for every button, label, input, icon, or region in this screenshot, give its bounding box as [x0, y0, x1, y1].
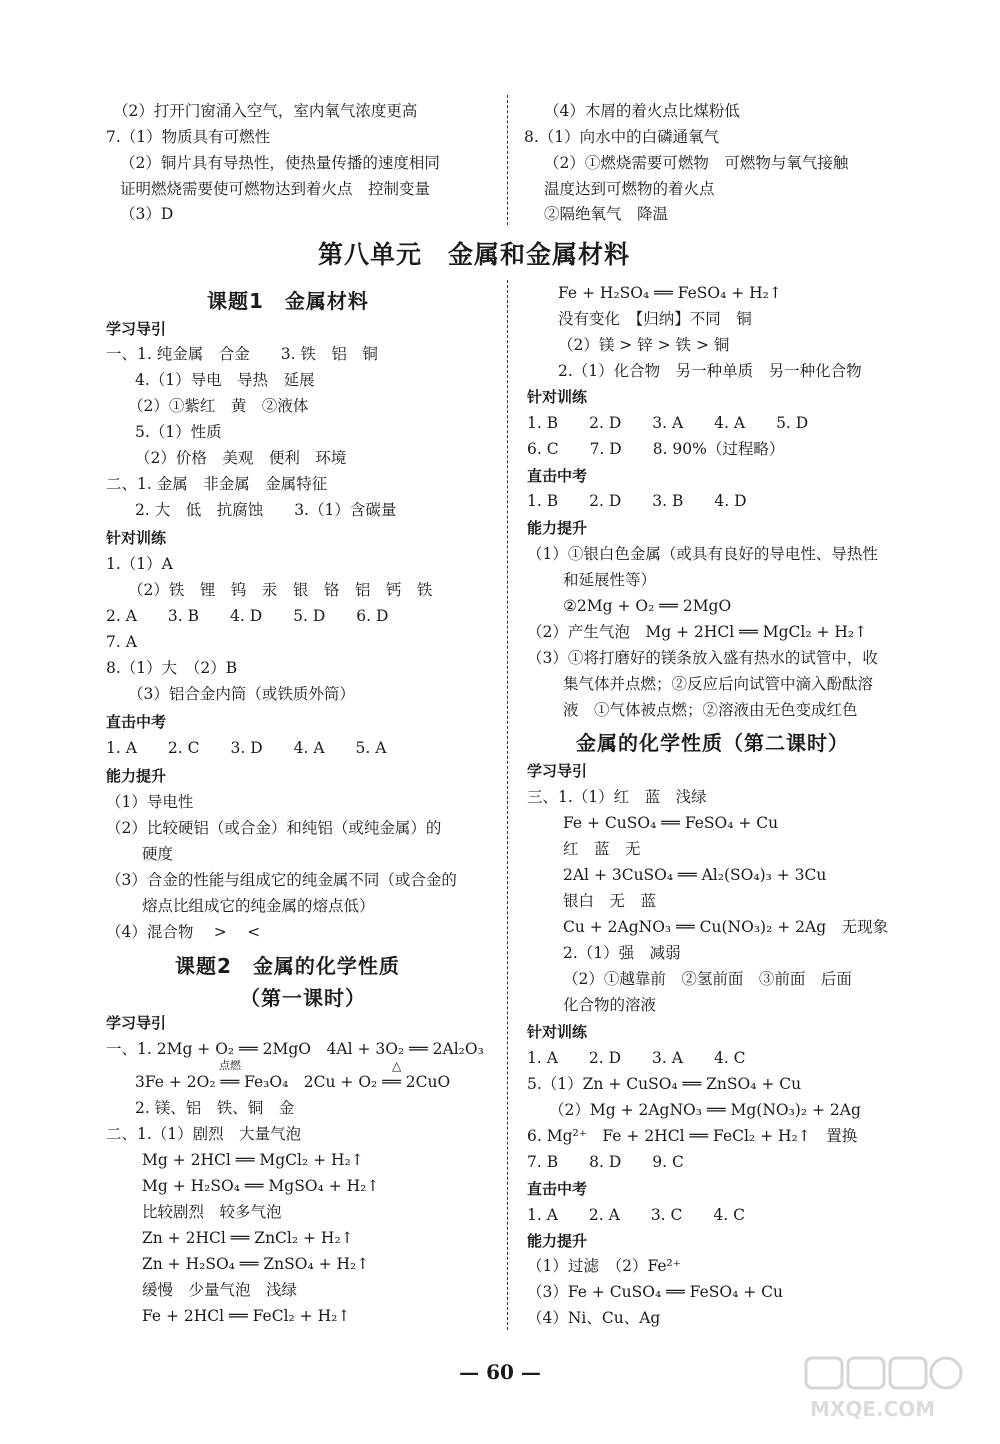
text-line: 液 ①气体被点燃；②溶液由无色变成红色	[563, 701, 858, 719]
text-line: 2. 镁、铝 铁、铜 金	[135, 1099, 295, 1117]
text-line: 1. A 2. A 3. C 4. C	[527, 1206, 745, 1224]
text-line: 硬度	[142, 845, 174, 863]
section-heading: 学习导引	[106, 320, 167, 338]
reaction-condition: △	[392, 1059, 402, 1073]
text-line: Fe + H₂SO₄ ══ FeSO₄ + H₂↑	[558, 284, 782, 302]
text-line: 2. A 3. B 4. D 5. D 6. D	[106, 607, 389, 625]
lesson-title: 课题2 金属的化学性质	[175, 954, 400, 978]
section-heading: 针对训练	[106, 529, 167, 547]
text-line: Zn + H₂SO₄ ══ ZnSO₄ + H₂↑	[142, 1255, 370, 1273]
text-line: Mg + H₂SO₄ ══ MgSO₄ + H₂↑	[142, 1177, 380, 1195]
lesson-title: 金属的化学性质（第二课时）	[576, 731, 849, 755]
text-line: 2. 大 低 抗腐蚀 3.（1）含碳量	[135, 501, 397, 519]
text-line: （3）铝合金内筒（或铁质外筒）	[128, 685, 355, 703]
text-line: Fe + CuSO₄ ══ FeSO₄ + Cu	[563, 814, 779, 832]
text-line: 1. B 2. D 3. A 4. A 5. D	[527, 414, 809, 432]
text-line: 7. B 8. D 9. C	[527, 1153, 684, 1171]
text-line: （2）打开门窗涌入空气，室内氧气浓度更高	[113, 102, 418, 120]
text-line: （3）Fe + CuSO₄ ══ FeSO₄ + Cu	[527, 1283, 783, 1301]
text-line: （1）导电性	[106, 793, 194, 811]
lesson-subtitle: （第一课时）	[240, 986, 366, 1010]
text-line: （2）比较硬铝（或合金）和纯铝（或纯金属）的	[106, 819, 442, 837]
text-line: 5.（1）Zn + CuSO₄ ══ ZnSO₄ + Cu	[527, 1075, 802, 1093]
text-line: ②2Mg + O₂ ══ 2MgO	[563, 597, 732, 615]
text-line: 证明燃烧需要使可燃物达到着火点 控制变量	[120, 180, 431, 198]
text-line: （2）Mg + 2AgNO₃ ══ Mg(NO₃)₂ + 2Ag	[549, 1101, 861, 1119]
text-line: 7. A	[106, 633, 137, 651]
text-line: 没有变化 【归纳】不同 铜	[558, 310, 752, 328]
text-line: 8.（1）向水中的白磷通氧气	[524, 128, 720, 146]
text-line: 一、1. 2Mg + O₂ ══ 2MgO 4Al + 3O₂ ══ 2Al₂O₃	[106, 1040, 484, 1058]
text-line: Zn + 2HCl ══ ZnCl₂ + H₂↑	[142, 1229, 354, 1247]
column-divider	[507, 280, 508, 1330]
section-heading: 学习导引	[106, 1014, 167, 1032]
text-line: 1. A 2. C 3. D 4. A 5. A	[106, 739, 387, 757]
text-line: 7.（1）物质具有可燃性	[106, 128, 271, 146]
text-line: （2）①越靠前 ②氢前面 ③前面 后面	[563, 970, 852, 988]
text-line: 4.（1）导电 导热 延展	[135, 371, 315, 389]
text-line: 温度达到可燃物的着火点	[544, 180, 715, 198]
text-line: （1）过滤 （2）Fe²⁺	[527, 1257, 681, 1275]
svg-text:MXQE.COM: MXQE.COM	[810, 1397, 936, 1421]
text-line: 化合物的溶液	[563, 996, 657, 1014]
lesson-title: 课题1 金属材料	[207, 289, 369, 313]
text-line: 1.（1）A	[106, 555, 173, 573]
text-line: （3）①将打磨好的镁条放入盛有热水的试管中，收	[527, 649, 878, 667]
text-line: 比较剧烈 较多气泡	[142, 1203, 282, 1221]
text-line: （4）混合物 > <	[106, 923, 261, 941]
text-line: ②隔绝氧气 降温	[544, 205, 669, 223]
text-line: 红 蓝 无	[563, 840, 641, 858]
text-line: （2）铁 锂 钨 汞 银 铬 铝 钙 铁	[128, 581, 433, 599]
column-divider	[507, 95, 508, 225]
reaction-condition: 点燃	[219, 1059, 241, 1072]
text-line: 6. C 7. D 8. 90%（过程略）	[527, 440, 785, 458]
text-line: Cu + 2AgNO₃ ══ Cu(NO₃)₂ + 2Ag 无现象	[563, 918, 889, 936]
text-line: （2）①紫红 黄 ②液体	[128, 397, 309, 415]
section-heading: 针对训练	[527, 388, 588, 406]
text-line: 8.（1）大 （2）B	[106, 659, 238, 677]
text-line: 2.（1）化合物 另一种单质 另一种化合物	[558, 362, 862, 380]
text-line: 熔点比组成它的纯金属的熔点低）	[142, 897, 375, 915]
text-line: （3）D	[120, 205, 174, 223]
watermark-logo	[800, 1354, 970, 1424]
section-heading: 直击中考	[527, 1180, 588, 1198]
text-line: 缓慢 少量气泡 浅绿	[142, 1281, 298, 1299]
text-line: 银白 无 蓝	[563, 892, 657, 910]
text-line: Fe + 2HCl ══ FeCl₂ + H₂↑	[142, 1307, 351, 1325]
text-line: （2）价格 美观 便利 环境	[135, 449, 347, 467]
section-heading: 学习导引	[527, 762, 588, 780]
text-line: 1. B 2. D 3. B 4. D	[527, 492, 747, 510]
text-line: （3）合金的性能与组成它的纯金属不同（或合金的	[106, 871, 457, 889]
text-line: （2）产生气泡 Mg + 2HCl ══ MgCl₂ + H₂↑	[527, 623, 868, 641]
text-line: 集气体并点燃；②反应后向试管中滴入酚酞溶	[563, 675, 874, 693]
text-line: （4）木屑的着火点比煤粉低	[544, 102, 740, 120]
page-number: — 60 —	[459, 1360, 541, 1384]
text-line: （2）铜片具有导热性，使热量传播的速度相同	[120, 154, 440, 172]
text-line: 6. Mg²⁺ Fe + 2HCl ══ FeCl₂ + H₂↑ 置换	[527, 1127, 858, 1145]
text-line: （4）Ni、Cu、Ag	[527, 1309, 661, 1327]
text-line: （2）①燃烧需要可燃物 可燃物与氧气接触	[544, 154, 849, 172]
text-line: 一、1. 纯金属 合金 3. 铁 铝 铜	[106, 345, 378, 363]
section-heading: 能力提升	[527, 519, 588, 537]
text-line: 二、1. 金属 非金属 金属特征	[106, 475, 328, 493]
section-heading: 能力提升	[527, 1232, 588, 1250]
text-line: 1. A 2. D 3. A 4. C	[527, 1049, 746, 1067]
section-heading: 能力提升	[106, 767, 167, 785]
text-line: Mg + 2HCl ══ MgCl₂ + H₂↑	[142, 1151, 364, 1169]
text-line: 3Fe + 2O₂ ══ Fe₃O₄ 2Cu + O₂ ══ 2CuO	[135, 1073, 451, 1091]
text-line: （2）镁 > 锌 > 铁 > 铜	[558, 336, 730, 354]
text-line: 二、1.（1）剧烈 大量气泡	[106, 1125, 302, 1143]
text-line: 和延展性等）	[563, 571, 657, 589]
section-heading: 直击中考	[527, 467, 588, 485]
text-line: 三、1.（1）红 蓝 浅绿	[527, 788, 707, 806]
text-line: 2.（1）强 减弱	[563, 944, 681, 962]
section-heading: 直击中考	[106, 713, 167, 731]
text-line: （1）①银白色金属（或具有良好的导电性、导热性	[527, 545, 878, 563]
section-heading: 针对训练	[527, 1023, 588, 1041]
text-line: 5.（1）性质	[135, 423, 222, 441]
unit-title: 第八单元 金属和金属材料	[318, 240, 631, 269]
text-line: 2Al + 3CuSO₄ ══ Al₂(SO₄)₃ + 3Cu	[563, 866, 827, 884]
